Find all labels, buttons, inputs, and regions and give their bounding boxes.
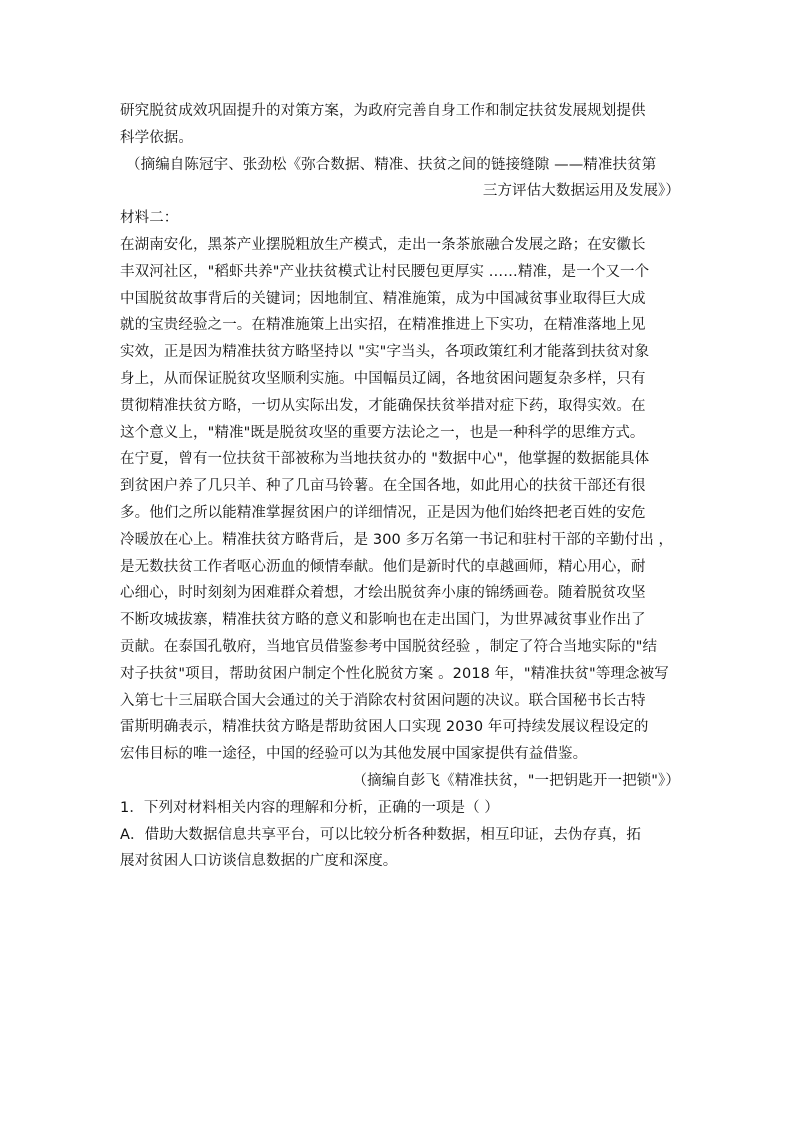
material-2-line: 中国脱贫故事背后的关键词；因地制宜、精准施策，成为中国减贫事业取得巨大成 (120, 290, 646, 307)
material-2-line: 贡献。在泰国孔敬府，当地官员借鉴参考中国脱贫经验 ，制定了符合当地实际的"结 (120, 638, 658, 655)
intro-line-1: 研究脱贫成效巩固提升的对策方案，为政府完善自身工作和制定扶贫发展规划提供 (120, 103, 646, 119)
option-a-line-1: A．借助大数据信息共享平台，可以比较分析各种数据，相互印证，去伪存真，拓 (120, 826, 642, 843)
material-2-line: 是无数扶贫工作者呕心沥血的倾情奉献。他们是新时代的卓越画师，精心用心，耐 (120, 558, 646, 575)
material-2-line: 这个意义上，"精准"既是脱贫攻坚的重要方法论之一，也是一种科学的思维方式。 (120, 424, 645, 441)
material-2-line: 冷暖放在心上。精准扶贫方略背后，是 300 多万名第一书记和驻村干部的辛勤付出 ， (120, 531, 674, 548)
material-2-line: 贯彻精准扶贫方略，一切从实际出发，才能确保扶贫举措对症下药，取得实效。在 (120, 397, 646, 414)
intro-line-2: 科学依据。 (120, 129, 193, 146)
citation-2: （摘编自彭飞《精准扶贫，"一把钥匙开一把锁"》） (352, 772, 680, 789)
citation-1-line-1: （摘编自陈冠宇、张劲松《弥合数据、精准、扶贫之间的链接缝隙 ——精准扶贫第 (126, 156, 657, 173)
material-2-heading: 材料二： (120, 210, 179, 227)
material-2-line: 不断攻城拔寨，精准扶贫方略的意义和影响也在走出国门，为世界减贫事业作出了 (120, 612, 646, 629)
material-2-line: 心细心，时时刻刻为困难群众着想，才绘出脱贫奔小康的锦绣画卷。随着脱贫攻坚 (120, 585, 646, 602)
material-2-line: 实效，正是因为精准扶贫方略坚持以 "实"字当头，各项政策红利才能落到扶贫对象 (120, 344, 650, 361)
material-2-line: 丰双河社区，"稻虾共养"产业扶贫模式让村民腰包更厚实 ……精准，是一个又一个 (120, 263, 650, 280)
material-2-line: 对子扶贫"项目，帮助贫困户制定个性化脱贫方案 。2018 年，"精准扶贫"等理念被写 (120, 665, 669, 682)
material-2-line: 入第七十三届联合国大会通过的关于消除农村贫困问题的决议。联合国秘书长古特 (120, 692, 646, 709)
material-2-line: 在湖南安化，黑茶产业摆脱粗放生产模式，走出一条茶旅融合发展之路；在安徽长 (120, 236, 646, 253)
material-2-line: 宏伟目标的唯一途径，中国的经验可以为其他发展中国家提供有益借鉴。 (120, 746, 588, 763)
document-body (120, 98, 680, 875)
material-2-line: 就的宝贵经验之一。在精准施策上出实招，在精准推进上下实功，在精准落地上见 (120, 317, 646, 334)
material-2-line: 雷斯明确表示，精准扶贫方略是帮助贫困人口实现 2030 年可持续发展议程设定的 (120, 719, 649, 736)
material-2-line: 多。他们之所以能精准掌握贫困户的详细情况，正是因为他们始终把老百姓的安危 (120, 504, 646, 521)
material-2-line: 身上，从而保证脱贫攻坚顺利实施。中国幅员辽阔，各地贫困问题复杂多样，只有 (120, 370, 646, 387)
material-2-line: 到贫困户养了几只羊、种了几亩马铃薯。在全国各地，如此用心的扶贫干部还有很 (120, 478, 646, 495)
question-1: 1．下列对材料相关内容的理解和分析，正确的一项是（ ） (120, 799, 500, 816)
citation-1-line-2: 三方评估大数据运用及发展》） (482, 183, 680, 200)
option-a-line-2: 展对贫困人口访谈信息数据的广度和深度。 (120, 853, 398, 870)
material-2-line: 在宁夏，曾有一位扶贫干部被称为当地扶贫办的 "数据中心"，他掌握的数据能具体 (120, 451, 650, 468)
